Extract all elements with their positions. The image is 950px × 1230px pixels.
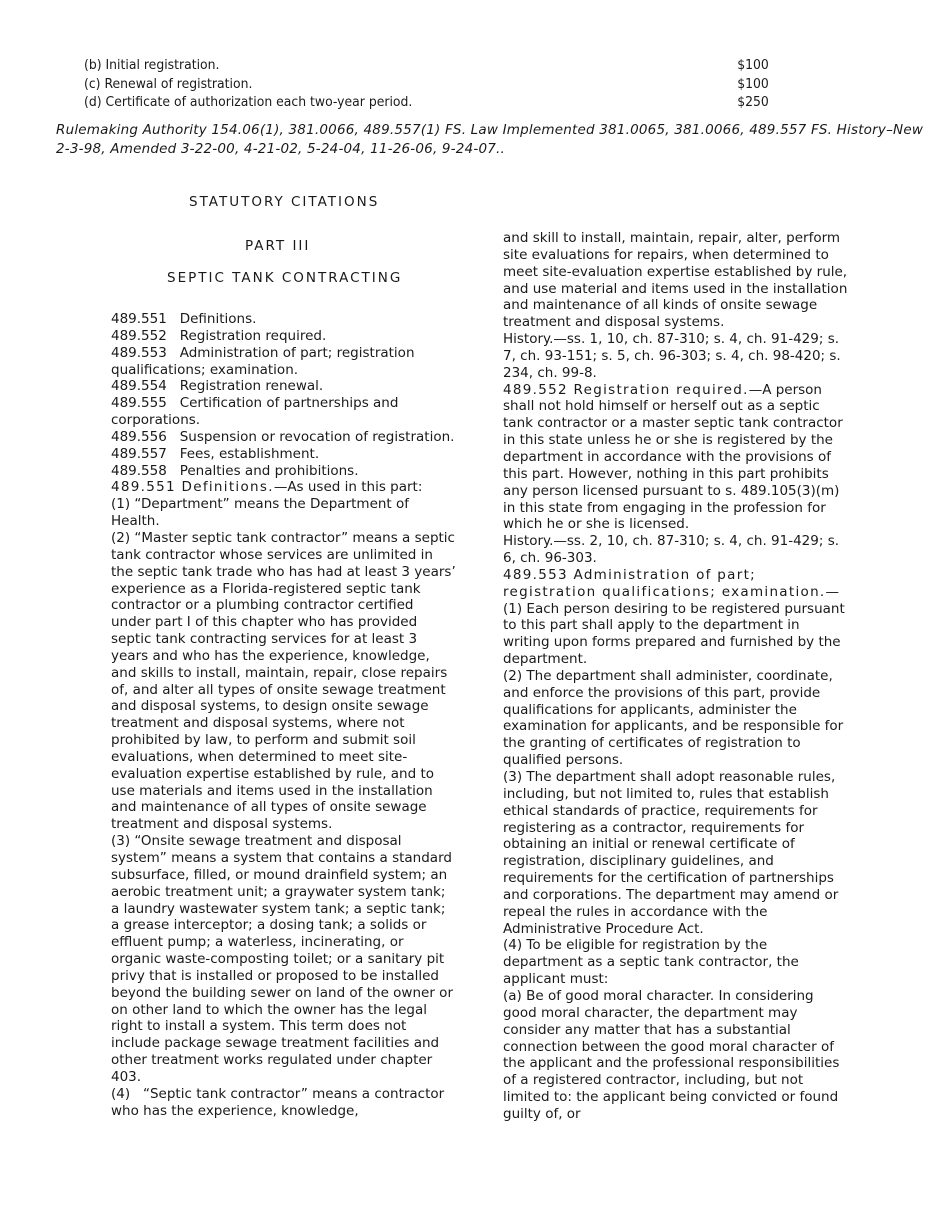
rulemaking-authority: Rulemaking Authority 154.06(1), 381.0066, 489.557(1) FS. Law Implemented 381.0065, 381.0066, 489.557 FS. History–New 2-3-98, Amended 3-22-00, 4-21-02, 5-24-04, 11-26-06, 9-24-07.. <box>56 122 924 157</box>
statutory-citations-title: STATUTORY CITATIONS <box>189 194 380 210</box>
section-489-553-heading: 489.553 Administration of part; registration qualifications; examination.— <box>503 566 840 600</box>
definition-paragraph: (1) “Department” means the Department of Health. <box>111 496 410 530</box>
toc-item: 489.556 Suspension or revocation of registration. <box>111 428 455 445</box>
fee-row: (b) Initial registration. $100 <box>84 57 769 73</box>
section-paragraph: (1) Each person desiring to be registered pursuant to this part shall apply to the department in writing upon forms prepared and furnished by the department. <box>503 600 845 668</box>
left-column <box>111 311 456 1120</box>
definition-paragraph: (2) “Master septic tank contractor” means a septic tank contractor whose services are unlimited in the septic tank trade who has had at least 3 years’ experience as a Florida-registered septic tank contractor or a plumbing contractor certified under part I of this chapter who has provided septic tank contracting services for at least 3 years and who has the experience, knowledge, and skills to install, maintain, repair, close repairs of, and alter all types of onsite sewage treatment and disposal systems, to design onsite sewage treatment and disposal systems, where not prohibited by law, to perform and submit soil evaluations, when determined to meet site-evaluation expertise established by rule, and to use materials and items used in the installation and maintenance of all types of onsite sewage treatment and disposal systems. <box>111 529 456 833</box>
right-column <box>503 230 848 1123</box>
fee-row: (c) Renewal of registration. $100 <box>84 75 769 92</box>
section-paragraph: (2) The department shall administer, coordinate, and enforce the provisions of this part, provide qualifications for applicants, administer the examination for applicants, and be responsible for the granting of certificates of registration to qualified persons. <box>503 667 844 769</box>
toc-item: 489.555 Certification of partnerships and corporations. <box>111 395 399 429</box>
history-note: History.—ss. 2, 10, ch. 87-310; s. 4, ch. 91-429; s. 6, ch. 96-303. <box>503 533 840 567</box>
toc-item: 489.558 Penalties and prohibitions. <box>111 462 359 479</box>
definition-paragraph: (4) “Septic tank contractor” means a contractor who has the experience, knowledge, <box>111 1085 445 1119</box>
part-subtitle: SEPTIC TANK CONTRACTING <box>167 270 403 286</box>
toc-item: 489.557 Fees, establishment. <box>111 445 320 462</box>
history-note: History.—ss. 1, 10, ch. 87-310; s. 4, ch. 91-429; s. 7, ch. 93-151; s. 5, ch. 96-303; s. 4, ch. 98-420; s. 234, ch. 99-8. <box>503 331 841 381</box>
section-489-551-heading: 489.551 Definitions.—As used in this part: <box>111 479 423 496</box>
toc-item: 489.554 Registration renewal. <box>111 378 324 395</box>
part-title: PART III <box>245 238 311 254</box>
section-489-552: 489.552 Registration required.—A person shall not hold himself or herself out as a septic tank contractor or a master septic tank contractor in this state unless he or she is registered by the department in accordance with the provisions of this part. However, nothing in this part prohibits any person licensed pursuant to s. 489.105(3)(m) in this state from engaging in the profession for which he or she is licensed. <box>503 381 843 533</box>
definition-continuation: and skill to install, maintain, repair, alter, perform site evaluations for repairs, when determined to meet site-evaluation expertise established by rule, and use material and items used in the installation and maintenance of all kinds of onsite sewage treatment and disposal systems. <box>503 230 848 331</box>
toc-item: 489.553 Administration of part; registration qualifications; examination. <box>111 344 415 378</box>
toc-item: 489.551 Definitions. <box>111 311 257 327</box>
toc-item: 489.552 Registration required. <box>111 327 327 344</box>
definition-paragraph: (3) “Onsite sewage treatment and disposal system” means a system that contains a standard subsurface, filled, or mound drainfield system; an aerobic treatment unit; a graywater system tank; a laundry wastewater system tank; a septic tank; a grease interceptor; a dosing tank; a solids or effluent pump; a waterless, incinerating, or organic waste-composting toilet; or a sanitary pit privy that is installed or proposed to be installed beyond the building sewer on land of the owner or on other land to which the owner has the legal right to install a system. This term does not include package sewage treatment facilities and other treatment works regulated under chapter 403. <box>111 833 453 1085</box>
section-paragraph: (4) To be eligible for registration by the department as a septic tank contractor, the applicant must: <box>503 937 799 988</box>
section-paragraph: (a) Be of good moral character. In considering good moral character, the department may consider any matter that has a substantial connection between the good moral character of the applicant and the professional responsibilities of a registered contractor, including, but not limited to: the applicant being convicted or found guilty of, or <box>503 987 840 1122</box>
section-paragraph: (3) The department shall adopt reasonable rules, including, but not limited to, rules that establish ethical standards of practice, requirements for registering as a contractor, requirements for obtaining an initial or renewal certificate of registration, disciplinary guidelines, and requirements for the certification of partnerships and corporations. The department may amend or repeal the rules in accordance with the Administrative Procedure Act. <box>503 769 839 937</box>
fee-row: (d) Certificate of authorization each two-year period. $250 <box>84 94 769 110</box>
fee-schedule <box>84 56 784 112</box>
